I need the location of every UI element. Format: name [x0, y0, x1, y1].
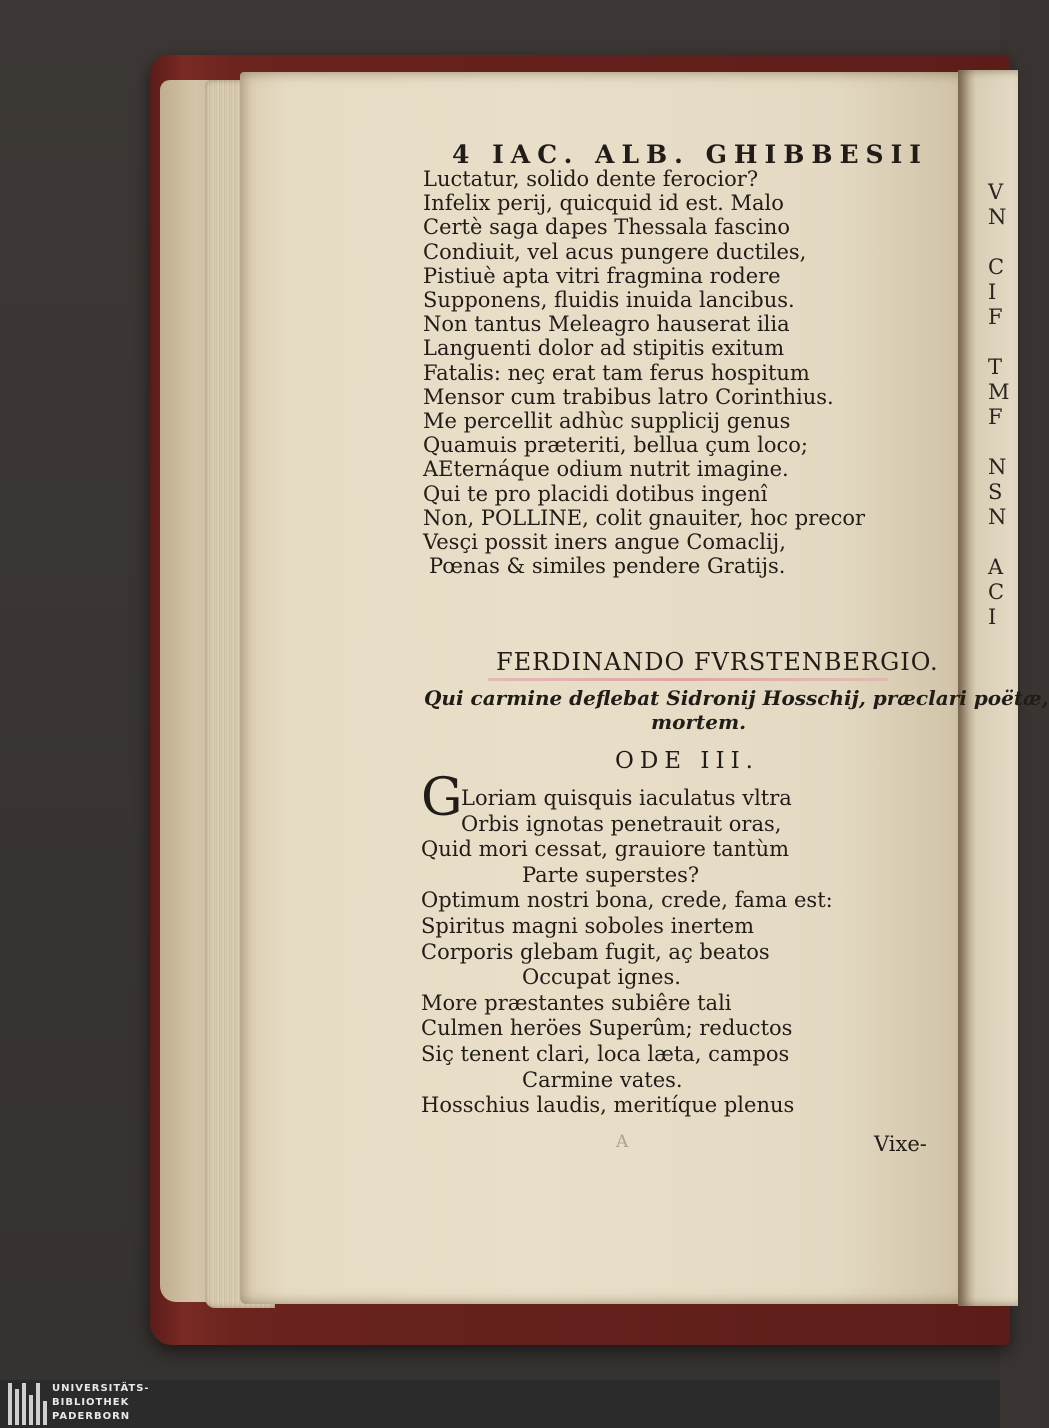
- verse-line: Mensor cum trabibus latro Corinthius.: [423, 384, 834, 409]
- signature-mark: A: [616, 1132, 629, 1152]
- verse-line: Condiuit, vel acus pungere ductiles,: [423, 239, 807, 264]
- verse-line: Siç tenent clari, loca læta, campos: [421, 1042, 790, 1066]
- facing-letter: A: [988, 555, 1004, 579]
- dedication-subtitle-cont: mortem.: [651, 710, 747, 734]
- facing-letter: V: [988, 180, 1004, 204]
- facing-letter: N: [988, 205, 1007, 229]
- verse-line: Quid mori cessat, grauiore tantùm: [421, 837, 790, 862]
- verse-line: More præstantes subiêre tali: [421, 990, 732, 1015]
- verse-line: Supponens, fluidis inuida lancibus.: [423, 288, 795, 312]
- verse-line: Hosschius laudis, meritíque plenus: [421, 1093, 795, 1118]
- facing-letter: I: [988, 280, 997, 304]
- library-name-line3: PADERBORN: [52, 1411, 131, 1422]
- facing-letter: F: [988, 405, 1003, 429]
- verse-line: Non, POLLINE, colit gnauiter, hoc precor: [423, 505, 866, 530]
- verse-line: Certè saga dapes Thessala fascino: [423, 215, 790, 240]
- verse-line: Optimum nostri bona, crede, fama est:: [421, 888, 833, 913]
- verse-line: Fatalis: neç erat tam ferus hospitum: [423, 360, 810, 385]
- facing-letter: N: [988, 505, 1007, 529]
- drop-cap: G: [421, 768, 463, 828]
- library-footer: [0, 1380, 1000, 1428]
- facing-letter: C: [988, 580, 1005, 604]
- verse-line: Parte superstes?: [522, 862, 700, 887]
- verse-line: AEternáque odium nutrit imagine.: [423, 457, 789, 482]
- ode-title: ODE III.: [615, 748, 759, 774]
- red-underline: [488, 678, 888, 681]
- library-name-line1: UNIVERSITÄTS-: [52, 1383, 150, 1394]
- verse-line: Qui te pro placidi dotibus ingenî: [423, 481, 768, 506]
- facing-letter: F: [988, 305, 1003, 329]
- facing-letter: M: [988, 380, 1010, 404]
- verse-line: Orbis ignotas penetrauit oras,: [461, 811, 782, 836]
- verse-line: Languenti dolor ad stipitis exitum: [423, 336, 785, 361]
- verse-line: Luctatur, solido dente ferocior?: [423, 167, 759, 191]
- facing-letter: N: [988, 455, 1007, 479]
- verse-line: Corporis glebam fugit, aç beatos: [421, 939, 770, 964]
- verse-line: Spiritus magni soboles inertem: [421, 914, 755, 938]
- facing-letter: I: [988, 605, 997, 629]
- dedication-heading: FERDINANDO FVRSTENBERGIO.: [496, 648, 939, 676]
- catchword: Vixe-: [874, 1132, 927, 1156]
- dedication-subtitle: Qui carmine deflebat Sidronij Hosschij, præclari poëtæ,: [424, 686, 1049, 710]
- running-header: 4 IAC. ALB. GHIBBESII: [452, 140, 928, 169]
- facing-letter: T: [988, 355, 1003, 379]
- verse-line: Vesçi possit iners angue Comaclij,: [423, 530, 786, 554]
- facing-letter: S: [988, 480, 1003, 504]
- verse-line: Pistiuè apta vitri fragmina rodere: [423, 263, 781, 288]
- verse-line: Pœnas & similes pendere Gratijs.: [429, 554, 786, 579]
- verse-line: Culmen heröes Superûm; reductos: [421, 1016, 793, 1041]
- verse-line: Non tantus Meleagro hauserat ilia: [423, 312, 790, 337]
- library-logo-icon: [6, 1383, 48, 1425]
- verse-line: Infelix perij, quicquid id est. Malo: [423, 191, 784, 216]
- verse-line: Carmine vates.: [522, 1067, 683, 1092]
- facing-letter: C: [988, 255, 1005, 279]
- verse-line: Occupat ignes.: [522, 965, 681, 990]
- verse-line: Me percellit adhùc supplicij genus: [423, 409, 791, 433]
- verse-line: Loriam quisquis iaculatus vltra: [461, 786, 792, 810]
- verse-line: Quamuis præteriti, bellua çum loco;: [423, 433, 808, 458]
- library-name-line2: BIBLIOTHEK: [52, 1397, 130, 1408]
